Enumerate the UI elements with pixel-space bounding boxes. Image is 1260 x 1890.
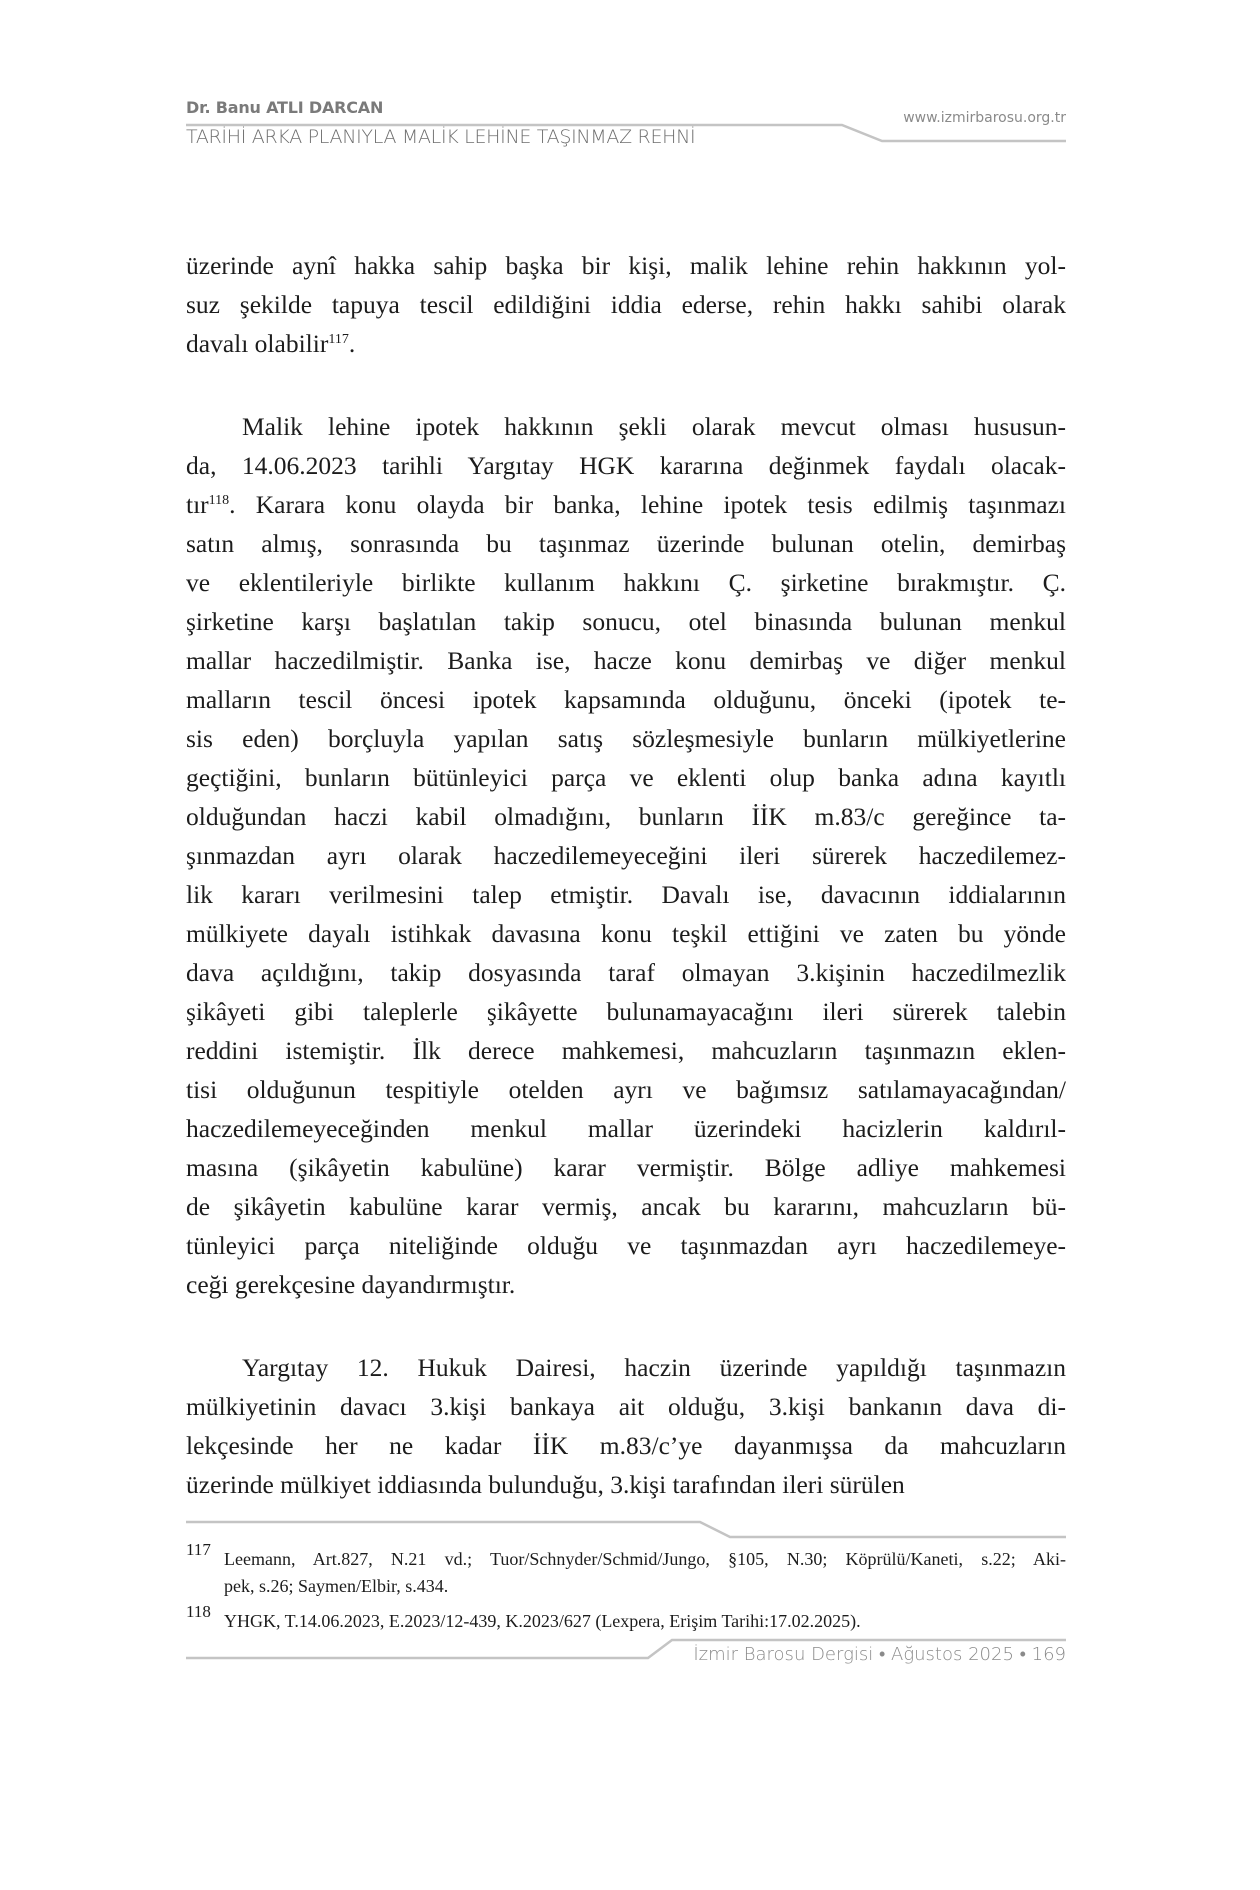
footnote-ref-117[interactable]: 117 — [328, 332, 349, 347]
footnote-118 — [186, 1602, 1066, 1635]
footnote-117 — [186, 1540, 1066, 1600]
text-line: lekçesinde her ne kadar İİK m.83/c’ye dayanmışsa da mahcuzların — [186, 1431, 1066, 1460]
text-line: mallar haczedilmiştir. Banka ise, hacze konu demirbaş ve diğer menkul — [186, 646, 1066, 675]
text-line: mülkiyete dayalı istihkak davasına konu teşkil ettiğini ve zaten bu yönde — [186, 919, 1066, 948]
website-url: www.izmirbarosu.org.tr — [903, 110, 1066, 126]
text-line: olduğundan haczi kabil olmadığını, bunların İİK m.83/c gereğince ta- — [186, 802, 1066, 831]
footnote-separator-rule — [186, 1522, 1066, 1537]
text-line: sis eden) borçluyla yapılan satış sözleşmesiyle bunların mülkiyetlerine — [186, 724, 1066, 753]
text-line: reddini istemiştir. İlk derece mahkemesi, mahcuzların taşınmazın eklen- — [186, 1036, 1066, 1065]
text-line: geçtiğini, bunların bütünleyici parça ve eklenti olup banka adına kayıtlı — [186, 763, 1066, 792]
journal-footer: İzmir Barosu Dergisi • Ağustos 2025 • 169 — [693, 1644, 1066, 1665]
text-line: Yargıtay 12. Hukuk Dairesi, haczin üzerinde yapıldığı taşınmazın — [242, 1353, 1066, 1382]
text-line: da, 14.06.2023 tarihli Yargıtay HGK kararına değinmek faydalı olacak- — [186, 451, 1066, 480]
text-line: haczedilemeyeceğinden menkul mallar üzerindeki hacizlerin kaldırıl- — [186, 1114, 1066, 1143]
text-line: üzerinde mülkiyet iddiasında bulunduğu, 3.kişi tarafından ileri sürülen — [186, 1470, 905, 1499]
footnote-number: 117 — [186, 1540, 211, 1559]
text-line: Malik lehine ipotek hakkının şekli olarak mevcut olması hususun- — [242, 412, 1066, 441]
footnote-line: pek, s.26; Saymen/Elbir, s.434. — [224, 1576, 449, 1596]
text-line: üzerinde aynî hakka sahip başka bir kişi, malik lehine rehin hakkının yol- — [186, 251, 1066, 280]
text-line: tünleyici parça niteliğinde olduğu ve taşınmazdan ayrı haczedilemeye- — [186, 1231, 1066, 1260]
author-name: Dr. Banu ATLI DARCAN — [186, 98, 384, 117]
footnote-line: YHGK, T.14.06.2023, E.2023/12-439, K.2023/627 (Lexpera, Erişim Tarihi:17.02.2025). — [224, 1611, 861, 1631]
body-text — [186, 246, 1066, 1504]
text-line: suz şekilde tapuya tescil edildiğini iddia ederse, rehin hakkı sahibi olarak — [186, 290, 1066, 319]
text-line: ve eklentileriyle birlikte kullanım hakkını Ç. şirketine bırakmıştır. Ç. — [186, 568, 1066, 597]
header-rule — [186, 125, 1066, 141]
text-line — [186, 485, 1066, 524]
text-line: lik kararı verilmesini talep etmiştir. Davalı ise, davacının iddialarının — [186, 880, 1066, 909]
text-line: satın almış, sonrasında bu taşınmaz üzerinde bulunan otelin, demirbaş — [186, 529, 1066, 558]
text-line: ceği gerekçesine dayandırmıştır. — [186, 1270, 516, 1299]
footnote-line: Leemann, Art.827, N.21 vd.; Tuor/Schnyder/Schmid/Jungo, §105, N.30; Köprülü/Kaneti, s.22; Aki- — [224, 1549, 1066, 1569]
text-segment: davalı olabilir — [186, 329, 329, 358]
text-segment: tır — [186, 490, 209, 519]
paragraph — [186, 407, 1066, 1304]
text-line: şınmazdan ayrı olarak haczedilemeyeceğini ileri sürerek haczedilemez- — [186, 841, 1066, 870]
paragraph — [186, 246, 1066, 363]
text-segment: . — [348, 329, 356, 358]
text-line: masına (şikâyetin kabulüne) karar vermiştir. Bölge adliye mahkemesi — [186, 1153, 1066, 1182]
text-line: de şikâyetin kabulüne karar vermiş, ancak bu kararını, mahcuzların bü- — [186, 1192, 1066, 1221]
text-line: şirketine karşı başlatılan takip sonucu, otel binasında bulunan menkul — [186, 607, 1066, 636]
text-segment: . Karara konu olayda bir banka, lehine ipotek tesis edilmiş taşınmazı — [229, 490, 1066, 519]
footnote-number: 118 — [186, 1602, 211, 1621]
article-title: TARİHİ ARKA PLANIYLA MALİK LEHİNE TAŞINMAZ REHNİ — [186, 126, 696, 148]
text-line: mülkiyetinin davacı 3.kişi bankaya ait olduğu, 3.kişi bankanın dava di- — [186, 1392, 1066, 1421]
text-line — [186, 324, 1066, 363]
text-line: dava açıldığını, takip dosyasında taraf olmayan 3.kişinin haczedilmezlik — [186, 958, 1066, 987]
text-line: tisi olduğunun tespitiyle otelden ayrı ve bağımsız satılamayacağından/ — [186, 1075, 1066, 1104]
footnote-ref-118[interactable]: 118 — [208, 493, 230, 508]
text-line: şikâyeti gibi taleplerle şikâyette bulunamayacağını ileri sürerek talebin — [186, 997, 1066, 1026]
paragraph — [186, 1348, 1066, 1504]
text-line: malların tescil öncesi ipotek kapsamında olduğunu, önceki (ipotek te- — [186, 685, 1066, 714]
